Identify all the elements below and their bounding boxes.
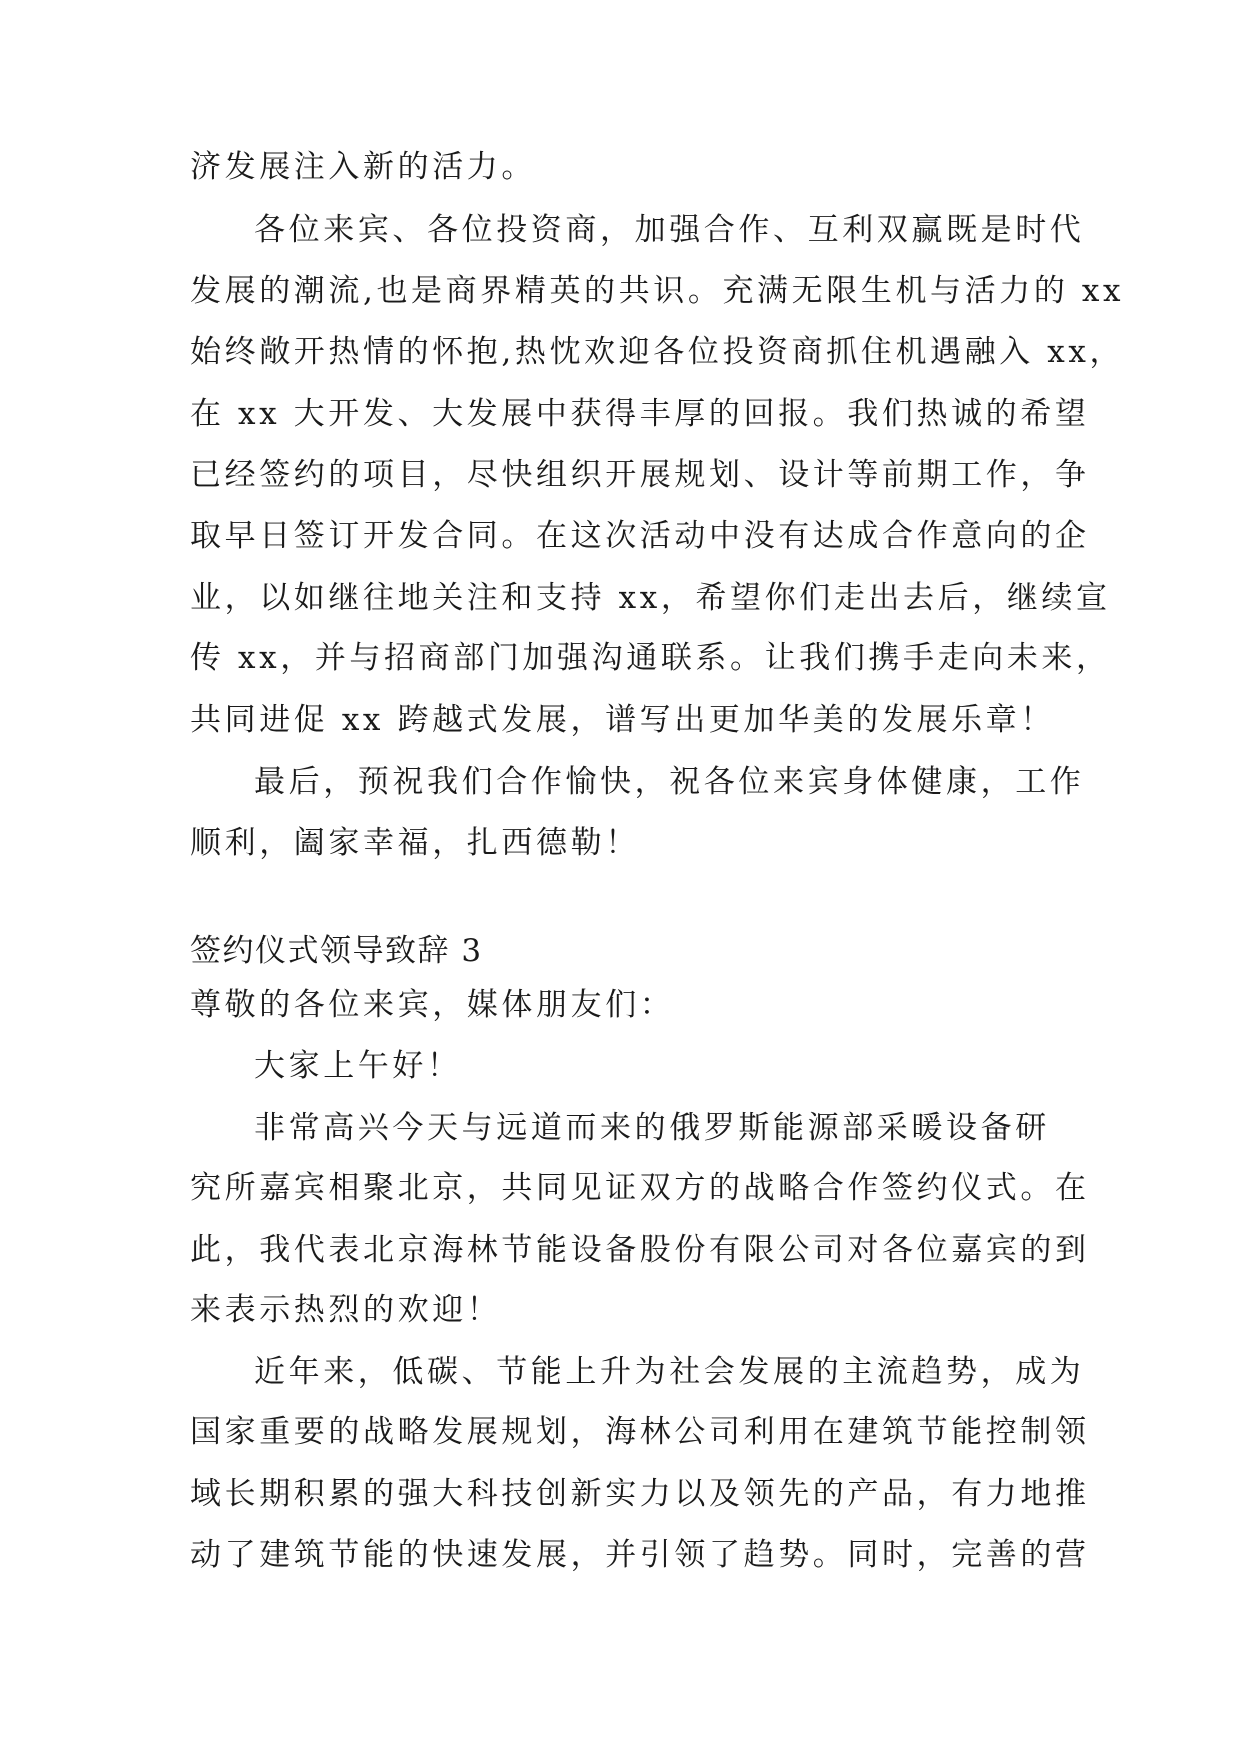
paragraph-line: 域长期积累的强大科技创新实力以及领先的产品，有力地推 — [190, 1476, 1090, 1512]
paragraph-line: 非常高兴今天与远道而来的俄罗斯能源部采暖设备研 — [254, 1110, 1050, 1146]
paragraph-line: 顺利，阖家幸福，扎西德勒！ — [190, 825, 640, 861]
paragraph-line: 传 xx，并与招商部门加强沟通联系。让我们携手走向未来， — [190, 640, 1111, 676]
salutation-line: 尊敬的各位来宾，媒体朋友们： — [190, 987, 675, 1023]
paragraph-line: 究所嘉宾相聚北京，共同见证双方的战略合作签约仪式。在 — [190, 1170, 1090, 1206]
paragraph-line: 业，以如继往地关注和支持 xx，希望你们走出去后，继续宣 — [190, 580, 1111, 616]
paragraph-line: 此，我代表北京海林节能设备股份有限公司对各位嘉宾的到 — [190, 1232, 1090, 1268]
paragraph-line: 济发展注入新的活力。 — [190, 149, 536, 185]
paragraph-line: 发展的潮流,也是商界精英的共识。充满无限生机与活力的 xx — [190, 273, 1125, 309]
paragraph-line: 共同进促 xx 跨越式发展，谱写出更加华美的发展乐章！ — [190, 702, 1055, 738]
paragraph-line: 在 xx 大开发、大发展中获得丰厚的回报。我们热诚的希望 — [190, 396, 1090, 432]
paragraph-line: 国家重要的战略发展规划，海林公司利用在建筑节能控制领 — [190, 1414, 1090, 1450]
paragraph-line: 近年来，低碳、节能上升为社会发展的主流趋势，成为 — [254, 1354, 1085, 1390]
section-title: 签约仪式领导致辞 3 — [190, 933, 483, 969]
paragraph-line: 取早日签订开发合同。在这次活动中没有达成合作意向的企 — [190, 518, 1090, 554]
paragraph-line: 最后，预祝我们合作愉快，祝各位来宾身体健康，工作 — [254, 764, 1085, 800]
paragraph-line: 已经签约的项目，尽快组织开展规划、设计等前期工作，争 — [190, 457, 1090, 493]
paragraph-line: 来表示热烈的欢迎！ — [190, 1292, 502, 1328]
paragraph-line: 各位来宾、各位投资商，加强合作、互利双赢既是时代 — [254, 212, 1085, 248]
paragraph-line: 动了建筑节能的快速发展，并引领了趋势。同时，完善的营 — [190, 1537, 1090, 1573]
greeting-line: 大家上午好！ — [254, 1048, 462, 1084]
paragraph-line: 始终敞开热情的怀抱,热忱欢迎各位投资商抓住机遇融入 xx， — [190, 334, 1125, 370]
